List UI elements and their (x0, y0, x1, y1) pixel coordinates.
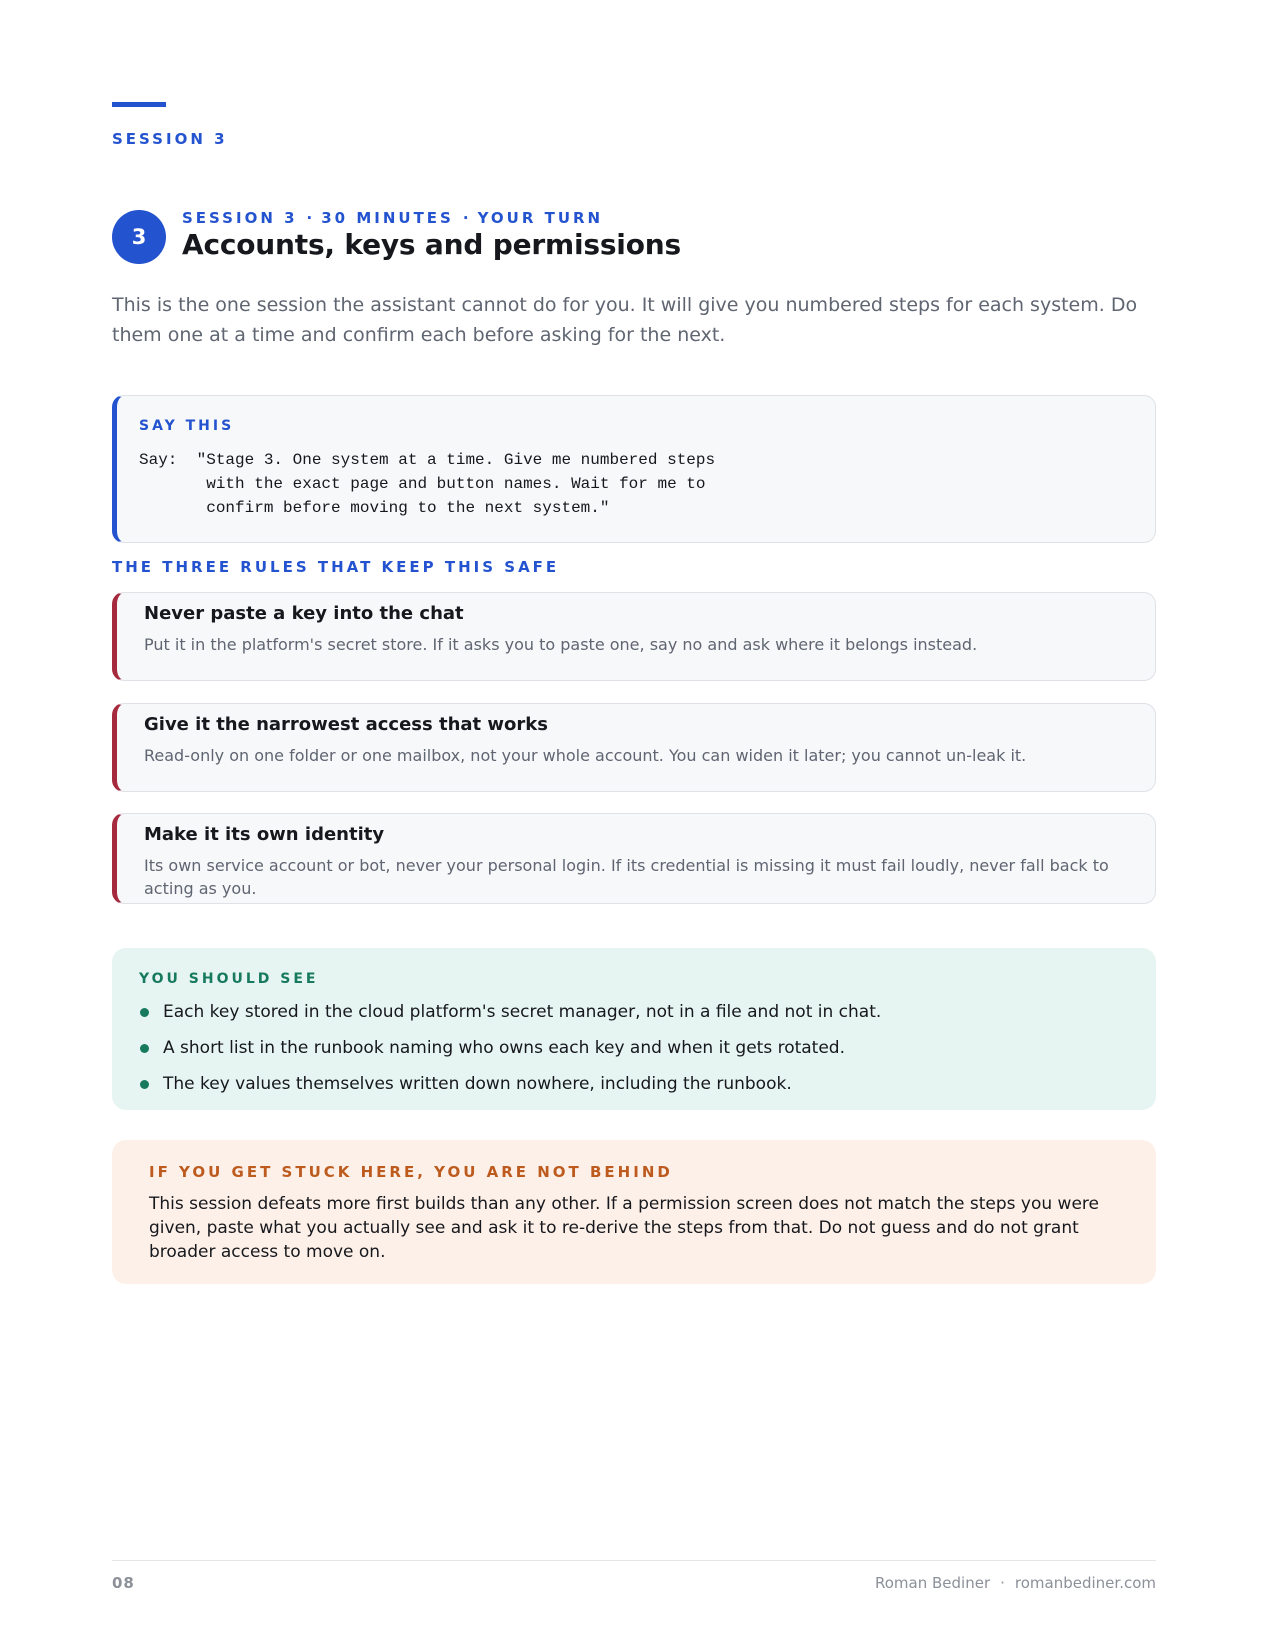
section-kicker: SESSION 3 (112, 130, 228, 148)
say-this-prompt: Say: "Stage 3. One system at a time. Give me numbered steps with the exact page and button names. Wait for me to confirm before moving to the next system." (139, 451, 716, 517)
footer-divider (112, 1560, 1156, 1561)
stuck-body: This session defeats more first builds than any other. If a permission screen does not match the steps you were given, paste what you actually see and ask it to re-derive the steps from that. Do not guess and do not grant broader access to move on. (149, 1194, 1099, 1262)
stuck-callout (112, 1140, 1156, 1284)
stuck-label: IF YOU GET STUCK HERE, YOU ARE NOT BEHIND (149, 1163, 673, 1181)
page-title: Accounts, keys and permissions (182, 228, 681, 261)
rule-title: Give it the narrowest access that works (144, 714, 548, 735)
you-should-see-list (139, 1000, 881, 1108)
session-meta-duration: 30 MINUTES (321, 209, 454, 227)
rule-body: Put it in the platform's secret store. If it asks you to paste one, say no and ask where it belongs instead. (144, 635, 978, 654)
footer-credit (875, 1574, 1156, 1592)
rule-title: Make it its own identity (144, 824, 385, 845)
rule-title: Never paste a key into the chat (144, 603, 464, 624)
bullet-dot-icon (140, 1044, 149, 1053)
list-item (139, 1000, 881, 1036)
list-item-text: A short list in the runbook naming who owns each key and when it gets rotated. (163, 1038, 846, 1058)
you-should-see-label: YOU SHOULD SEE (139, 971, 319, 987)
list-item-text: The key values themselves written down nowhere, including the runbook. (163, 1074, 792, 1094)
rule-card (112, 592, 1156, 681)
list-item (139, 1072, 881, 1108)
session-meta-session: SESSION 3 (182, 209, 298, 227)
bullet-dot-icon (140, 1080, 149, 1089)
session-number-badge: 3 (112, 210, 166, 264)
page-number: 08 (112, 1574, 135, 1592)
say-this-label: SAY THIS (139, 418, 235, 434)
footer-separator: · (1000, 1574, 1005, 1592)
rule-card (112, 703, 1156, 792)
meta-separator: · (306, 209, 313, 227)
footer-website: romanbediner.com (1014, 1574, 1156, 1592)
bullet-dot-icon (140, 1008, 149, 1017)
list-item-text: Each key stored in the cloud platform's secret manager, not in a file and not in chat. (163, 1002, 882, 1022)
list-item (139, 1036, 881, 1072)
session-meta (182, 209, 603, 227)
intro-paragraph: This is the one session the assistant cannot do for you. It will give you numbered steps for each system. Do them one at a time and confirm each before asking for the next. (112, 294, 1138, 346)
you-should-see-callout (112, 948, 1156, 1110)
footer-author: Roman Bediner (875, 1574, 991, 1592)
session-meta-mode: YOUR TURN (477, 209, 604, 227)
rules-heading: THE THREE RULES THAT KEEP THIS SAFE (112, 558, 560, 576)
meta-separator: · (462, 209, 469, 227)
rule-body: Its own service account or bot, never your personal login. If its credential is missing it must fail loudly, never fall back to acting as you. (144, 856, 1109, 898)
rule-body: Read-only on one folder or one mailbox, not your whole account. You can widen it later; you cannot un-leak it. (144, 746, 1027, 765)
accent-bar (112, 102, 166, 107)
rule-card (112, 813, 1156, 904)
say-this-callout (112, 395, 1156, 543)
